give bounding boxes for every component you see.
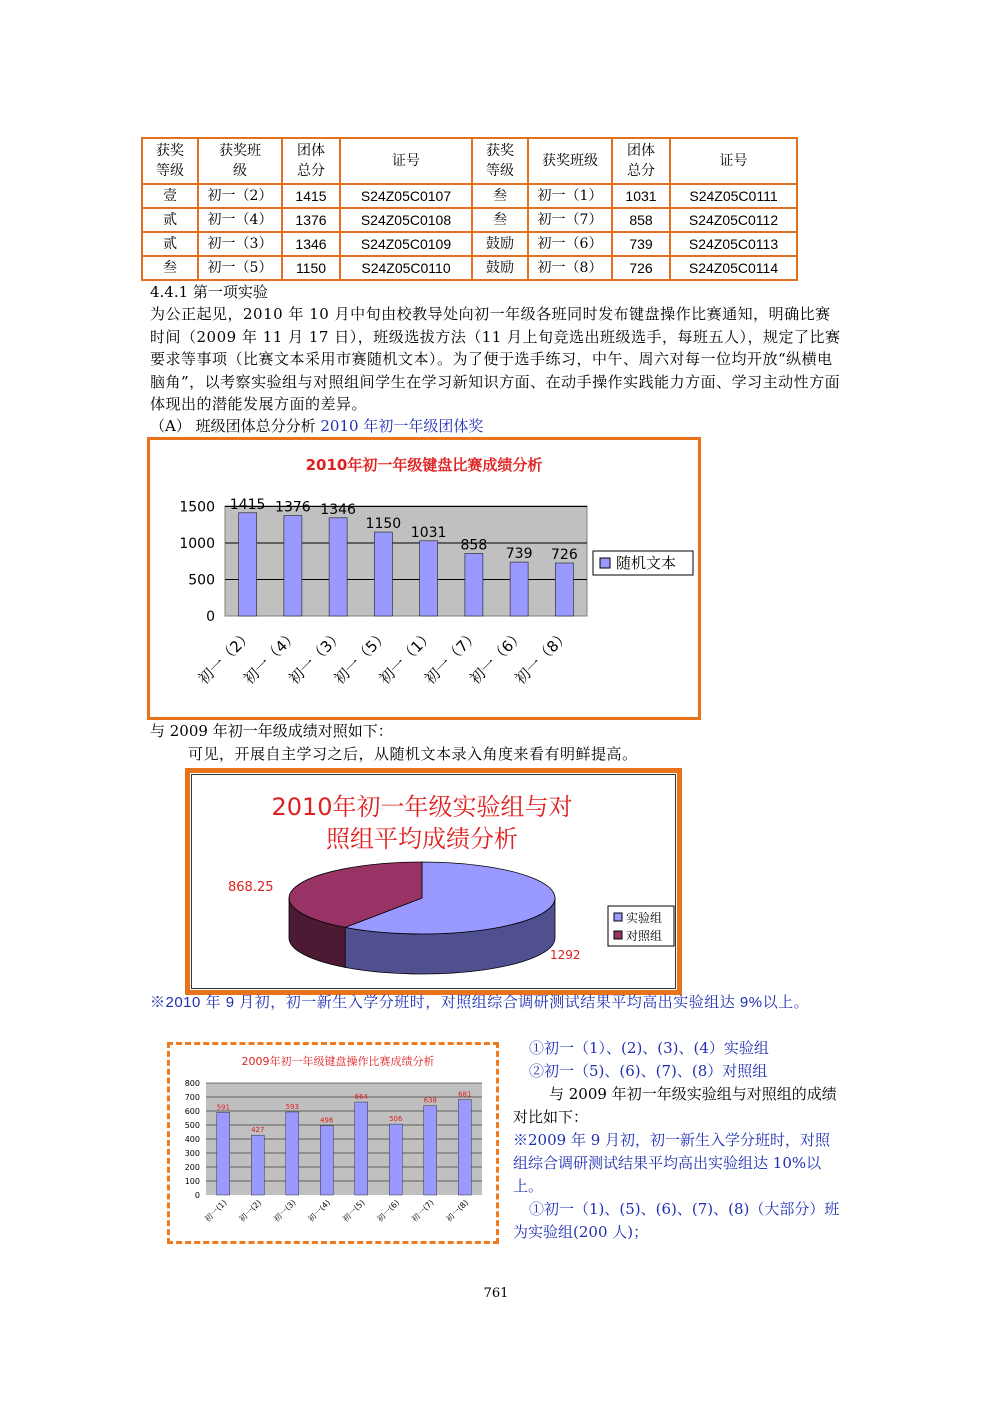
chart2-legend xyxy=(608,906,674,946)
chart1-data-label: 1376 xyxy=(275,499,311,516)
chart3-bar xyxy=(320,1126,333,1195)
section-title: 4.4.1 第一项实验 xyxy=(150,283,268,301)
table-cell: 壹 xyxy=(142,184,198,208)
chart3-title: 2009年初一年级键盘操作比赛成绩分析 xyxy=(241,1055,435,1068)
table-cell: S24Z05C0109 xyxy=(340,232,472,256)
chart1-title: 2010年初一年级键盘比赛成绩分析 xyxy=(305,456,543,474)
chart1-x-tick: 初一（6） xyxy=(466,626,528,689)
chart1-plot-area xyxy=(225,506,587,616)
chart3-bar xyxy=(355,1102,368,1195)
table-header-cell: 获奖 等级 xyxy=(472,138,528,184)
right-line-1: ①初一（1）、(2)、(3)、(4）实验组 xyxy=(529,1039,769,1057)
table-header-row xyxy=(142,138,797,184)
right-line-4: ※2009 年 9 月初，初一新生入学分班时，对照组综合调研测试结果平均高出实验组达 10%以上。 xyxy=(513,1131,831,1195)
chart3-bar xyxy=(251,1135,264,1195)
chart3-x-tick: 初一(7) xyxy=(409,1198,436,1224)
table-row xyxy=(142,208,797,232)
bar-chart-2010-frame xyxy=(147,437,701,720)
note-1: ※2010 年 9 月初，初一新生入学分班时，对照组综合调研测试结果平均高出实验组达 9%以上。 xyxy=(150,994,810,1011)
chart2-legend-swatch-0 xyxy=(614,913,622,921)
chart1-x-tick: 初一（1） xyxy=(375,626,438,689)
table-cell: 叁 xyxy=(472,208,528,232)
chart3-bar xyxy=(217,1112,230,1195)
chart1-x-tick: 初一（3） xyxy=(285,626,347,689)
chart1-y-tick: 500 xyxy=(188,572,215,589)
chart3-y-tick: 800 xyxy=(184,1079,200,1088)
chart3-x-tick: 初一(2) xyxy=(237,1198,264,1224)
table-cell: 1376 xyxy=(282,208,340,232)
subhead-a xyxy=(150,415,483,436)
table-header-cell: 获奖班 级 xyxy=(198,138,282,184)
table-cell: 叁 xyxy=(142,256,198,280)
chart2-title-line1: 2010年初一年级实验组与对 xyxy=(271,793,573,821)
chart3-x-tick: 初一(1) xyxy=(202,1198,229,1224)
chart3-bar xyxy=(424,1106,437,1195)
chart3-x-tick: 初一(3) xyxy=(271,1198,298,1224)
table-header-cell: 获奖 等级 xyxy=(142,138,198,184)
chart3-data-label: 506 xyxy=(389,1115,403,1124)
table-cell: 初一（1） xyxy=(528,184,612,208)
chart1-bar xyxy=(555,563,573,616)
table-header-cell: 证号 xyxy=(670,138,797,184)
table-row xyxy=(142,232,797,256)
table-cell: 贰 xyxy=(142,232,198,256)
chart1-bar xyxy=(284,516,302,616)
chart1-data-label: 1031 xyxy=(410,524,447,541)
chart1-bar xyxy=(329,518,347,616)
chart3-y-tick: 100 xyxy=(184,1177,200,1186)
table-cell: 1150 xyxy=(282,256,340,280)
chart3-data-label: 664 xyxy=(354,1093,368,1102)
table-cell: 初一（6） xyxy=(528,232,612,256)
chart3-data-label: 681 xyxy=(458,1090,472,1099)
chart1-data-label: 858 xyxy=(460,537,488,554)
table-cell: S24Z05C0108 xyxy=(340,208,472,232)
chart3-bar xyxy=(458,1100,471,1195)
right-line-2: ②初一（5)、(6)、(7)、(8）对照组 xyxy=(529,1062,768,1080)
table-cell: S24Z05C0113 xyxy=(670,232,797,256)
chart1-bar xyxy=(510,562,528,616)
chart1-y-tick: 1000 xyxy=(179,536,215,553)
table-header-cell: 证号 xyxy=(340,138,472,184)
chart1-x-tick: 初一（2） xyxy=(194,626,257,689)
right-column xyxy=(513,1037,843,1244)
chart3-x-tick: 初一(6) xyxy=(375,1198,402,1224)
chart2-legend-label-0: 实验组 xyxy=(626,911,663,925)
chart1-bar xyxy=(239,513,257,616)
table-cell: 初一（5） xyxy=(198,256,282,280)
pie-chart-frame xyxy=(185,768,682,995)
table-cell: 贰 xyxy=(142,208,198,232)
chart3-x-tick: 初一(5) xyxy=(340,1198,367,1224)
awards-table xyxy=(141,137,798,281)
table-cell: 1415 xyxy=(282,184,340,208)
chart1-x-tick: 初一（8） xyxy=(511,626,574,689)
chart3-data-label: 427 xyxy=(251,1126,265,1135)
chart1-data-label: 1150 xyxy=(365,516,402,533)
chart1-data-label: 726 xyxy=(551,547,578,564)
chart3-data-label: 638 xyxy=(423,1096,437,1105)
pie-chart-2010 xyxy=(190,773,677,990)
table-cell: 739 xyxy=(612,232,670,256)
chart1-data-label: 1346 xyxy=(320,501,356,518)
table-cell: 初一（7） xyxy=(528,208,612,232)
chart1-bar xyxy=(465,553,483,616)
table-cell: S24Z05C0111 xyxy=(670,184,797,208)
table-cell: S24Z05C0114 xyxy=(670,256,797,280)
table-cell: 初一（4） xyxy=(198,208,282,232)
chart3-y-tick: 700 xyxy=(184,1093,200,1102)
chart3-bar xyxy=(286,1112,299,1195)
table-header-cell: 获奖班级 xyxy=(528,138,612,184)
chart1-bar xyxy=(420,541,438,616)
table-cell: 726 xyxy=(612,256,670,280)
table-header-cell: 团体 总分 xyxy=(282,138,340,184)
chart3-y-tick: 0 xyxy=(194,1191,200,1200)
chart3-bar xyxy=(389,1124,402,1195)
bar-chart-2009-frame xyxy=(167,1042,499,1244)
table-cell: S24Z05C0110 xyxy=(340,256,472,280)
chart3-x-tick: 初一(8) xyxy=(444,1198,471,1224)
chart3-data-label: 593 xyxy=(285,1102,299,1111)
chart3-y-tick: 600 xyxy=(184,1107,200,1116)
conclusion-line: 可见，开展自主学习之后，从随机文本录入角度来看有明鲜提高。 xyxy=(188,745,638,763)
table-cell: 1031 xyxy=(612,184,670,208)
chart1-x-tick: 初一（4） xyxy=(239,626,302,689)
chart3-y-tick: 500 xyxy=(184,1121,200,1130)
chart3-data-label: 591 xyxy=(216,1103,230,1112)
chart2-legend-swatch-1 xyxy=(614,931,622,939)
chart1-x-tick: 初一（7） xyxy=(420,626,483,689)
subhead-a-highlight: 2010 年初一年级团体奖 xyxy=(320,417,484,435)
table-cell: 鼓励 xyxy=(472,232,528,256)
chart1-data-label: 739 xyxy=(505,546,533,563)
table-cell: S24Z05C0107 xyxy=(340,184,472,208)
compare-line: 与 2009 年初一年级成绩对照如下： xyxy=(150,722,393,740)
chart1-y-tick: 1500 xyxy=(179,499,215,516)
chart1-data-label: 1415 xyxy=(229,496,266,513)
chart1-legend-label: 随机文本 xyxy=(616,554,677,572)
page-number: 761 xyxy=(483,1286,509,1301)
table-cell: S24Z05C0112 xyxy=(670,208,797,232)
table-cell: 鼓励 xyxy=(472,256,528,280)
chart1-bar xyxy=(374,532,392,616)
right-line-5: ①初一（1)、(5)、(6)、(7)、(8)（大部分）班为实验组(200 人)； xyxy=(513,1200,840,1241)
table-cell: 初一（2） xyxy=(198,184,282,208)
chart1-legend xyxy=(593,551,693,575)
chart3-y-tick: 200 xyxy=(184,1163,200,1172)
paragraph-1: 为公正起见，2010 年 10 月中旬由校教导处向初一年级各班同时发布键盘操作比赛通知，明确比赛时间（2009 年 11 月 17 日），班级选拔方法（11 月上旬竞选出班级选手，每班五人），规定了比赛要求等事项（比赛文本采用市赛随机文本）。为了便于选手练习，中午、周六对每一位均开放“纵横电脑角”，以考察实验组与对照组间学生在学习新知识方面、在动手操作实践能力方面、学习主动性方面体现出的潜能发展方面的差异。 xyxy=(150,305,841,413)
table-cell: 叁 xyxy=(472,184,528,208)
chart1-legend-swatch xyxy=(600,558,610,568)
table-cell: 初一（8） xyxy=(528,256,612,280)
table-row xyxy=(142,184,797,208)
chart3-y-tick: 300 xyxy=(184,1149,200,1158)
chart2-value-label-0: 1292 xyxy=(550,948,581,962)
table-header-cell: 团体 总分 xyxy=(612,138,670,184)
chart2-title-line2: 照组平均成绩分析 xyxy=(326,825,518,853)
bar-chart-2009 xyxy=(170,1045,496,1241)
subhead-a-prefix: （A） 班级团体总分分析 xyxy=(150,417,321,435)
chart3-data-label: 496 xyxy=(320,1116,334,1125)
chart3-x-tick: 初一(4) xyxy=(306,1198,333,1224)
chart1-y-tick: 0 xyxy=(206,609,215,625)
table-cell: 858 xyxy=(612,208,670,232)
bar-chart-2010 xyxy=(150,440,698,717)
right-line-3: 与 2009 年初一年级实验组与对照组的成绩对比如下： xyxy=(513,1085,837,1126)
table-cell: 初一（3） xyxy=(198,232,282,256)
chart2-legend-label-1: 对照组 xyxy=(626,929,663,943)
table-row xyxy=(142,256,797,280)
chart1-x-tick: 初一（5） xyxy=(330,626,393,689)
chart3-y-tick: 400 xyxy=(184,1135,200,1144)
chart2-value-label-1: 868.25 xyxy=(228,880,274,895)
table-cell: 1346 xyxy=(282,232,340,256)
